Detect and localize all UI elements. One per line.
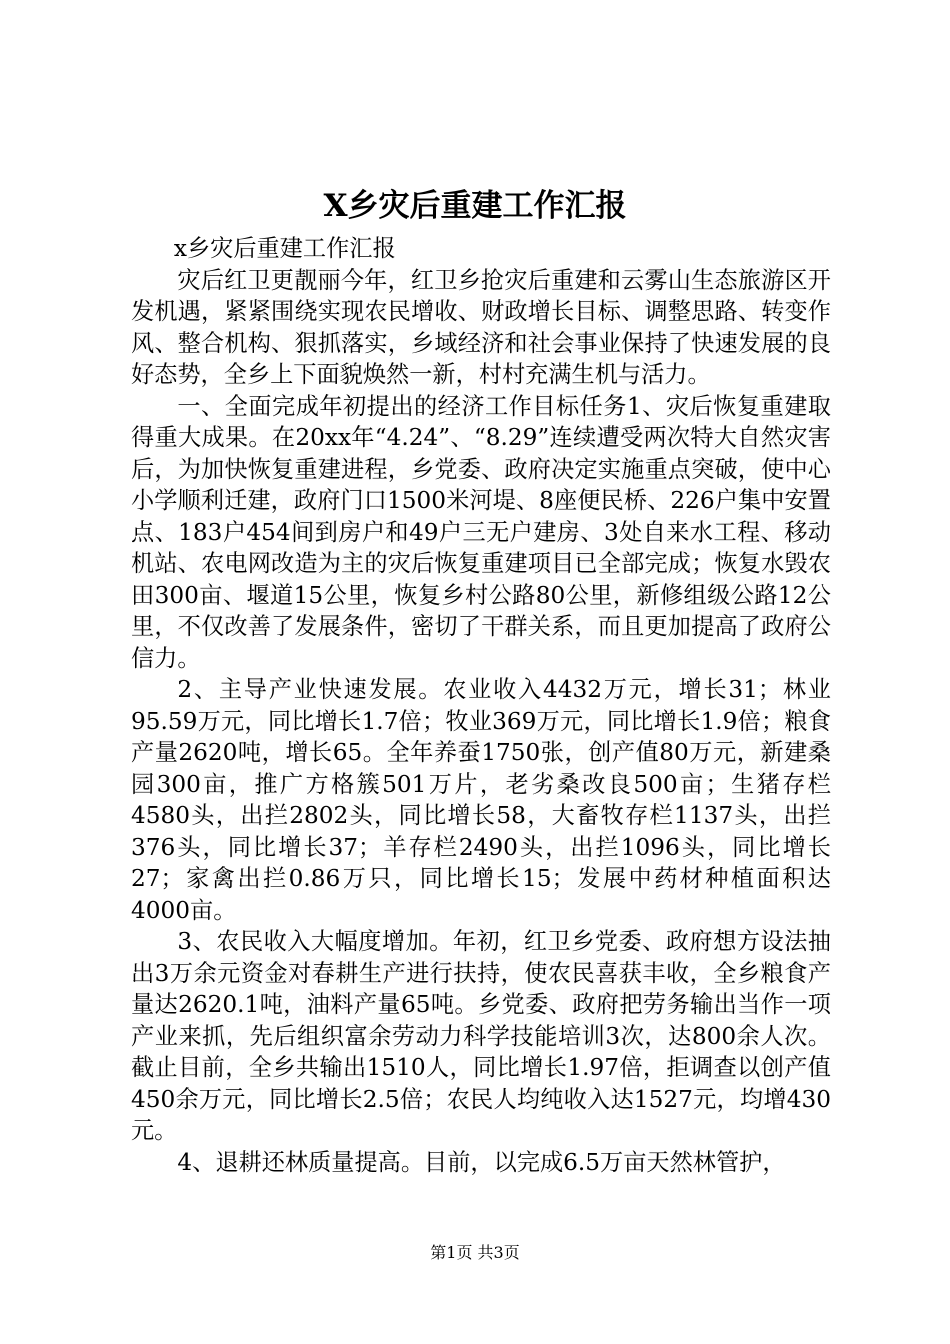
- paragraph-section-1: 一、全面完成年初提出的经济工作目标任务1、灾后恢复重建取得重大成果。在20xx年“4.24”、“8.29”连续遭受两次特大自然灾害后，为加快恢复重建进程，乡党委、政府决定实施重点突破，使中心小学顺利迁建，政府门口1500米河堤、8座便民桥、226户集中安置点、183户454间到房户和49户三无户建房、3处自来水工程、移动机站、农电网改造为主的灾后恢复重建项目已全部完成；恢复水毁农田300亩、堰道15公里，恢复乡村公路80公里，新修组级公路12公里，不仅改善了发展条件，密切了干群关系，而且更加提高了政府公信力。: [131, 392, 831, 672]
- document-body: [131, 233, 831, 1178]
- document-title: X乡灾后重建工作汇报: [323, 188, 627, 224]
- document-subtitle: x乡灾后重建工作汇报: [173, 235, 396, 262]
- paragraph-section-4: 4、退耕还林质量提高。目前，以完成6.5万亩天然林管护，: [177, 1148, 786, 1176]
- paragraph-section-2: 2、主导产业快速发展。农业收入4432万元，增长31；林业95.59万元，同比增长1.7倍；牧业369万元，同比增长1.9倍；粮食产量2620吨，增长65。全年养蚕1750张，创产值80万元，新建桑园300亩，推广方格簇501万片，老劣桑改良500亩；生猪存栏4580头，出拦2802头，同比增长58，大畜牧存栏1137头，出拦376头，同比增长37；羊存栏2490头，出拦1096头，同比增长27；家禽出拦0.86万只，同比增长15；发展中药材种植面积达4000亩。: [131, 676, 831, 924]
- paragraph-intro: 灾后红卫更靓丽今年，红卫乡抢灾后重建和云雾山生态旅游区开发机遇，紧紧围绕实现农民增收、财政增长目标、调整思路、转变作风、整合机构、狠抓落实，乡域经济和社会事业保持了快速发展的良好态势，全乡上下面貌焕然一新，村村充满生机与活力。: [131, 266, 831, 388]
- paragraph-section-3: 3、农民收入大幅度增加。年初，红卫乡党委、政府想方设法抽出3万余元资金对春耕生产进行扶持，使农民喜获丰收，全乡粮食产量达2620.1吨，油料产量65吨。乡党委、政府把劳务输出当作一项产业来抓，先后组织富余劳动力科学技能培训3次，达800余人次。截止目前，全乡共输出1510人，同比增长1.97倍，拒调查以创产值450余万元，同比增长2.5倍；农民人均纯收入达1527元，均增430元。: [131, 928, 831, 1144]
- page-number-footer: 第1页 共3页: [430, 1243, 520, 1262]
